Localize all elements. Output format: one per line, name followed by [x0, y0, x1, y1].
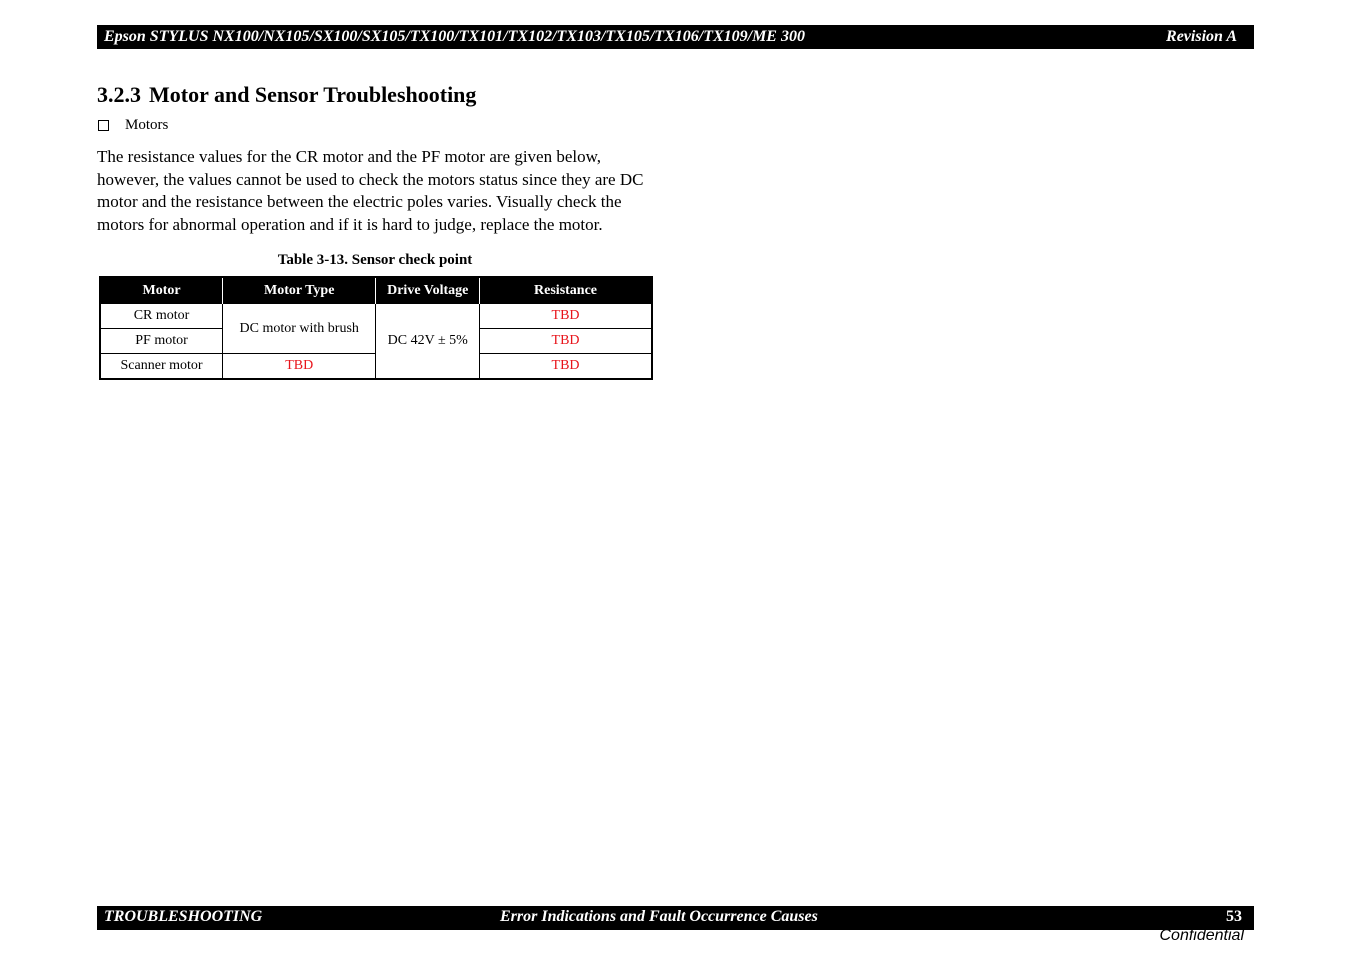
section-number: 3.2.3	[97, 82, 141, 107]
cell-resistance: TBD	[480, 354, 652, 380]
footer-chapter: TROUBLESHOOTING	[104, 908, 263, 925]
table-row	[100, 304, 652, 329]
page-header	[97, 25, 1254, 49]
table-caption: Table 3-13. Sensor check point	[277, 252, 473, 268]
bullet-label: Motors	[125, 117, 169, 133]
section-title	[97, 82, 476, 108]
section-title-text: Motor and Sensor Troubleshooting	[149, 82, 477, 107]
cell-motor-type: DC motor with brush	[223, 304, 376, 354]
cell-motor: Scanner motor	[100, 354, 223, 380]
body-paragraph: The resistance values for the CR motor and the PF motor are given below, however, the values cannot be used to check the motors status since they are DC motor and the resistance between the electric poles varies. Visually check the motors for abnormal operation and if it is hard to judge, replace the motor.	[97, 147, 644, 234]
cell-motor-type: TBD	[223, 354, 376, 380]
cell-motor: CR motor	[100, 304, 223, 329]
page-footer	[97, 906, 1254, 930]
cell-resistance: TBD	[480, 304, 652, 329]
column-header-resistance: Resistance	[480, 277, 652, 304]
cell-motor: PF motor	[100, 329, 223, 354]
header-title: Epson STYLUS NX100/NX105/SX100/SX105/TX100/TX101/TX102/TX103/TX105/TX106/TX109/ME 300	[104, 28, 805, 45]
cell-drive-voltage: DC 42V ± 5%	[376, 304, 480, 380]
bullet-item	[98, 117, 168, 134]
header-revision: Revision A	[1166, 28, 1237, 45]
page-number: 53	[1226, 908, 1242, 925]
footer-section: Error Indications and Fault Occurrence Causes	[500, 908, 818, 925]
table-header-row	[100, 277, 652, 304]
checkbox-bullet-icon	[98, 120, 109, 131]
column-header-motor-type: Motor Type	[223, 277, 376, 304]
cell-resistance: TBD	[480, 329, 652, 354]
sensor-check-table	[99, 276, 653, 380]
column-header-motor: Motor	[100, 277, 223, 304]
column-header-drive-voltage: Drive Voltage	[376, 277, 480, 304]
confidential-label: Confidential	[1159, 927, 1244, 944]
